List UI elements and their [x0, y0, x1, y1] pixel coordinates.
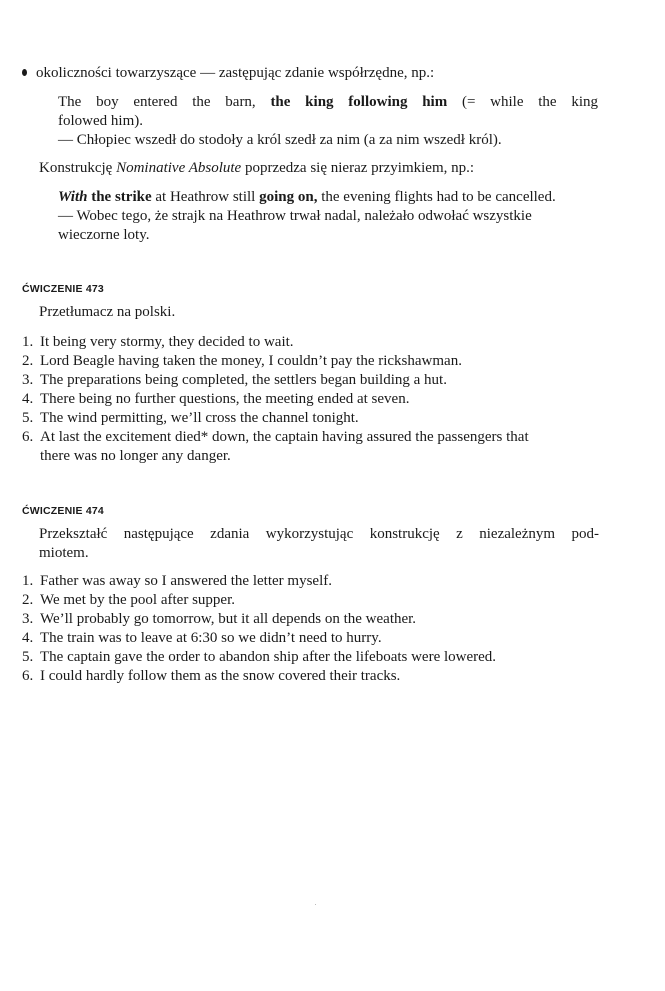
- bullet-icon: [22, 69, 27, 76]
- example-1-absolute-phrase: the king following him: [270, 94, 448, 110]
- bullet-point: [22, 64, 632, 83]
- list-item: 5. The captain gave the order to abandon ship after the lifeboats were lowered.: [22, 649, 497, 665]
- list-item: 3. The preparations being completed, the settlers began building a hut.: [22, 372, 447, 388]
- exercise-473-items: [22, 333, 632, 466]
- exercise-474-items: [22, 572, 632, 686]
- list-item: 4. There being no further questions, the meeting ended at seven.: [22, 391, 410, 407]
- exercise-473-instruction: Przetłumacz na polski.: [39, 304, 176, 320]
- exercise-474-instruction: Przekształć następujące zdania wykorzystując konstrukcję z niezależnym pod- miotem.: [39, 526, 599, 561]
- example-2-translation-line-2: wieczorne loty.: [58, 227, 150, 243]
- example-2-preposition: With: [58, 189, 88, 205]
- list-item: 6. I could hardly follow them as the snow covered their tracks.: [22, 668, 401, 684]
- example-2-translation-line-1: — Wobec tego, że strajk na Heathrow trwał nadal, należało odwołać wszystkie: [58, 208, 532, 224]
- list-item: 1. It being very stormy, they decided to wait.: [22, 334, 294, 350]
- list-item: 1. Father was away so I answered the letter myself.: [22, 573, 332, 589]
- list-item: 6. At last the excitement died* down, the captain having assured the passengers that there was no longer any danger.: [22, 429, 529, 464]
- exercise-474-heading: ĆWICZENIE 474: [22, 505, 104, 517]
- list-item: 2. Lord Beagle having taken the money, I couldn’t pay the rickshawman.: [22, 353, 462, 369]
- example-1-line-2: folowed him).: [58, 113, 143, 129]
- list-item: 5. The wind permitting, we’ll cross the channel tonight.: [22, 410, 359, 426]
- bullet-text: okoliczności towarzyszące — zastępując zdanie współrzędne, np.:: [36, 65, 435, 81]
- list-item: 2. We met by the pool after supper.: [22, 592, 235, 608]
- example-1-line-1: The boy entered the barn, the king following him (= while the king: [58, 94, 598, 110]
- example-sentence-2: [58, 188, 618, 245]
- exercise-473-heading: ĆWICZENIE 473: [22, 283, 104, 295]
- example-1-translation: — Chłopiec wszedł do stodoły a król szedł za nim (a za nim wszedł król).: [58, 132, 502, 148]
- example-sentence-1: [58, 93, 598, 131]
- construction-note: Konstrukcję Nominative Absolute poprzedza się nieraz przyimkiem, np.:: [39, 160, 475, 176]
- construction-name: Nominative Absolute: [116, 160, 242, 176]
- example-2-line-1: With the strike at Heathrow still going on, the evening flights had to be cancelled.: [58, 189, 556, 205]
- list-item: 4. The train was to leave at 6:30 so we didn’t need to hurry.: [22, 630, 382, 646]
- list-item: 3. We’ll probably go tomorrow, but it all depends on the weather.: [22, 611, 417, 627]
- scan-speck: [315, 904, 316, 905]
